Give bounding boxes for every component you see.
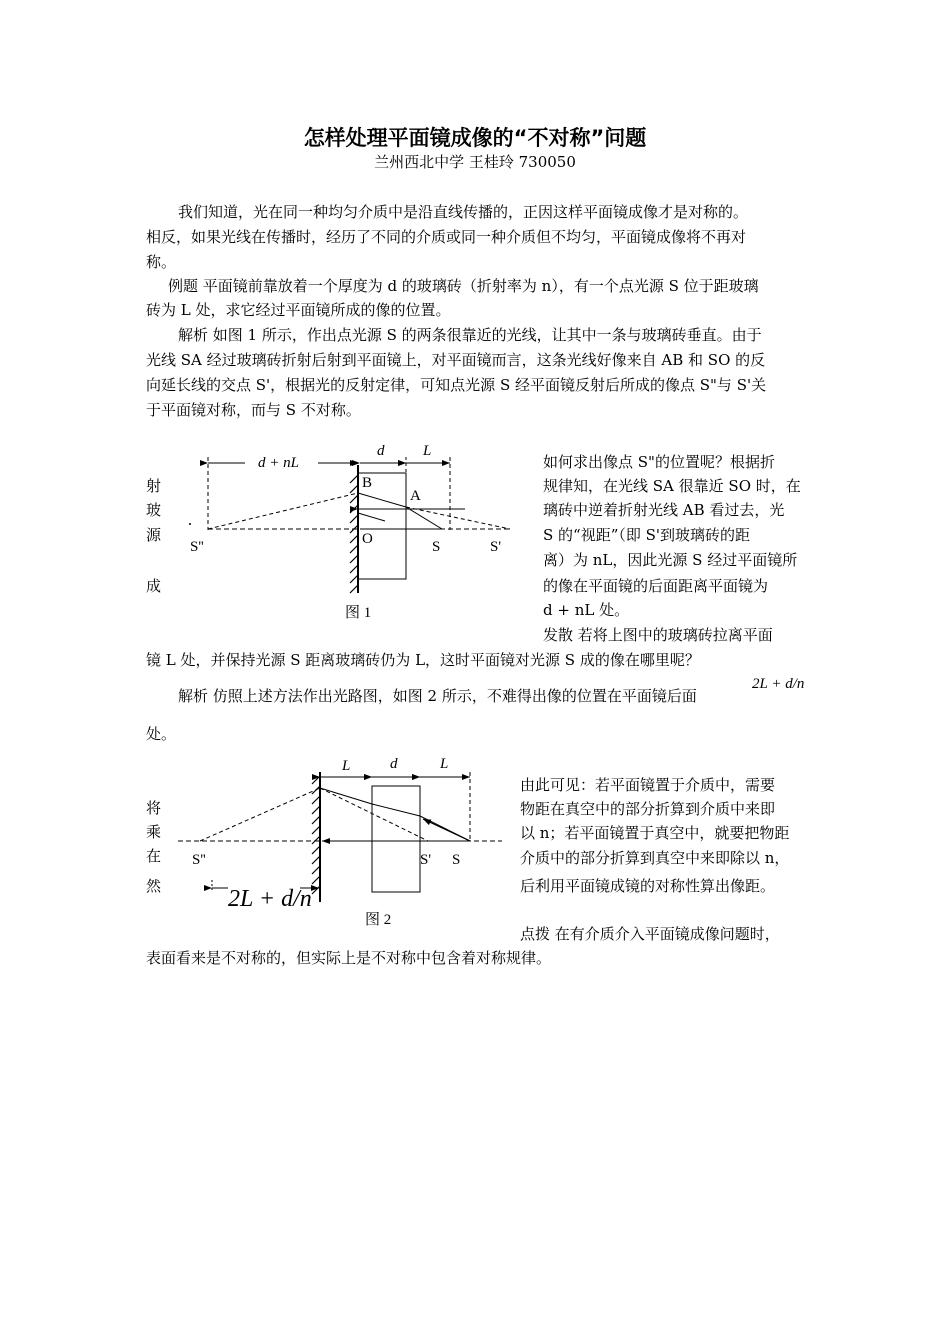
fig1-left-char: 成 [146,577,162,595]
analysis-line-1: 解析 如图 1 所示，作出点光源 S 的两条很靠近的光线，让其中一条与玻璃砖垂直。由于 [178,326,762,344]
analysis2-formula: 2L + d/n [752,676,805,692]
fig1-left-char: 射 [146,477,162,495]
tip-line-2: 表面看来是不对称的，但实际上是不对称中包含着对称规律。 [146,949,552,967]
tip-line-1: 点拨 在有介质介入平面镜成像问题时， [520,925,780,943]
fig1-caption: 图 1 [345,605,372,621]
fig2-side-line-1: 由此可见：若平面镜置于介质中，需要 [520,776,776,794]
fig2-formula: 2L + d/n [228,886,312,912]
fig2-side-line-4: 介质中的部分折算到真空中来即除以 n， [520,849,790,867]
fig1-left-char: 源 [146,526,162,544]
fig1-label-d-plus-nL: d + nL [258,455,299,471]
fig2-side-line-3: 以 n；若平面镜置于真空中，就要把物距 [520,824,790,842]
fig1-side-line-5: 离）为 nL，因此光源 S 经过平面镜所 [543,551,798,569]
fig2-left-char: 在 [146,847,162,865]
fig1-label-S: S [432,539,441,555]
fig1-label-S2: S'' [190,539,204,555]
analysis-line-3: 向延长线的交点 S'，根据光的反射定律，可知点光源 S 经平面镜反射后所成的像点 S"与 S'关 [146,376,767,394]
intro-line-2: 相反，如果光线在传播时，经历了不同的介质或同一种介质但不均匀，平面镜成像将不再对 [146,228,747,246]
fig1-side-line-7: d + nL 处。 [543,601,630,619]
figure-2-diagram [170,752,515,942]
analysis2-text: 解析 仿照上述方法作出光路图，如图 2 所示，不难得出像的位置在平面镜后面 [178,687,697,705]
page-title: 怎样处理平面镜成像的“不对称”问题 [303,126,647,150]
author-line: 兰州西北中学 王桂玲 730050 [374,153,576,171]
fig1-label-B: B [362,475,373,491]
fig1-side-line-3: 璃砖中逆着折射光线 AB 看过去，光 [543,501,785,519]
fig2-side-line-2: 物距在真空中的部分折算到介质中来即 [520,800,776,818]
intro-line-1: 我们知道，光在同一种均匀介质中是沿直线传播的，正因这样平面镜成像才是对称的。 [178,203,749,221]
fig2-label-S2: S'' [192,852,206,868]
fig2-label-d: d [390,756,398,772]
intro-line-3: 称。 [146,253,177,271]
fig1-left-char: 玻 [146,501,162,519]
fig2-left-char: 将 [146,799,162,817]
fig2-left-char: 乘 [146,823,162,841]
fig1-side-line-1: 如何求出像点 S"的位置呢？根据折 [543,453,775,471]
fig2-left-char: 然 [146,877,162,895]
fig2-label-S: S [452,852,461,868]
analysis2-end: 处。 [146,725,177,743]
analysis-line-2: 光线 SA 经过玻璃砖折射后射到平面镜上，对平面镜而言，这条光线好像来自 AB 和 SO 的反 [146,351,766,369]
fig1-label-S1: S' [490,539,502,555]
figure-1-diagram [180,435,530,630]
analysis-line-4: 于平面镜对称，而与 S 不对称。 [146,401,361,419]
fig1-label-L: L [423,443,432,459]
fig2-side-line-5: 后利用平面镜成镜的对称性算出像距。 [520,877,776,895]
extension-line-1: 发散 若将上图中的玻璃砖拉离平面 [543,626,773,644]
fig1-label-O: O [362,531,373,547]
fig1-side-line-6: 的像在平面镜的后面距离平面镜为 [543,577,769,595]
example-line-2: 砖为 L 处，求它经过平面镜所成的像的位置。 [146,301,451,319]
fig1-label-A: A [410,488,421,504]
fig2-label-L1: L [342,758,351,774]
example-line-1: 例题 平面镜前靠放着一个厚度为 d 的玻璃砖（折射率为 n），有一个点光源 S 位于距玻璃 [168,277,759,295]
fig2-caption: 图 2 [365,912,392,928]
fig2-label-L2: L [440,756,449,772]
fig1-side-line-4: S 的“视距”（即 S'到玻璃砖的距 [543,526,751,544]
fig1-label-d: d [377,443,385,459]
extension-line-2: 镜 L 处，并保持光源 S 距离玻璃砖仍为 L，这时平面镜对光源 S 成的像在哪里呢？ [146,651,700,669]
fig2-label-S1: S' [420,852,432,868]
fig1-side-line-2: 规律知，在光线 SA 很靠近 SO 时，在 [543,477,801,495]
